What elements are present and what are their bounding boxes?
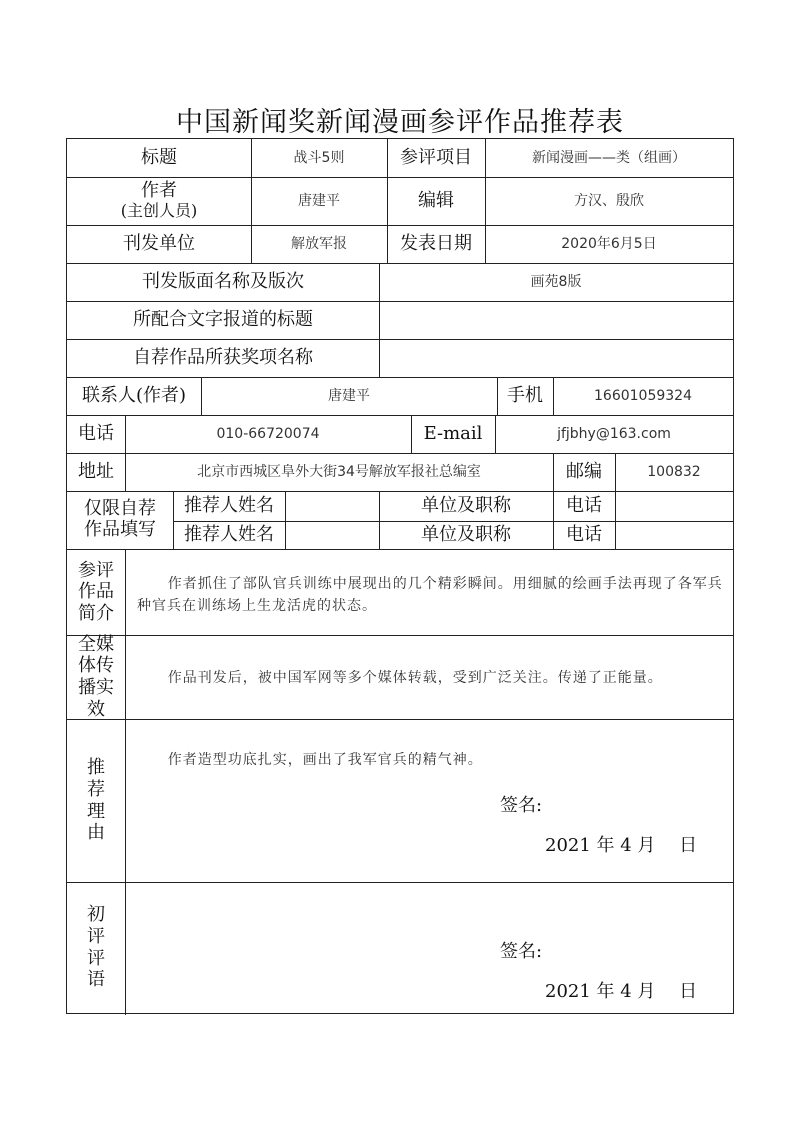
author-value: 唐建平 <box>298 192 340 209</box>
initial-review-label <box>67 882 125 1013</box>
intro-label-line: 简介 <box>78 602 114 624</box>
referrer-phone-label-1: 电话 <box>566 494 602 516</box>
media-effect-label-line: 体传 <box>78 655 114 677</box>
title-value: 战斗5则 <box>293 149 345 166</box>
award-name-value <box>379 339 733 377</box>
recommend-signature-label: 签名: <box>500 795 543 816</box>
contact-label: 联系人(作者) <box>81 384 187 406</box>
page-edition-label: 刊发版面名称及版次 <box>142 270 304 292</box>
review-signature-label: 签名: <box>500 941 543 962</box>
intro-label-line: 参评 <box>78 559 114 581</box>
category-value: 新闻漫画——类（组画） <box>532 149 686 166</box>
page-edition-value: 画苑8版 <box>530 273 582 290</box>
recommendation-form <box>66 138 734 1014</box>
initial-review-label-line: 语 <box>87 969 105 991</box>
unit-title-label-2: 单位及职称 <box>421 523 511 545</box>
email-label: E-mail <box>423 422 483 444</box>
recommend-reason-label-line: 理 <box>87 800 105 822</box>
publish-unit-label: 刊发单位 <box>123 232 195 254</box>
unit-title-label-1: 单位及职称 <box>421 494 511 516</box>
recommend-date: 2021 年 4 月 日 <box>545 835 698 856</box>
recommend-reason-label-line: 推 <box>87 757 105 779</box>
media-effect-label-line: 全媒 <box>78 633 114 655</box>
author-sublabel: (主创人员) <box>120 201 198 221</box>
media-effect-label-line: 效 <box>87 698 105 720</box>
author-label-cell <box>67 177 251 225</box>
category-label: 参评项目 <box>400 146 472 168</box>
page-title: 中国新闻奖新闻漫画参评作品推荐表 <box>176 107 624 138</box>
intro-label-line: 作品 <box>78 581 114 603</box>
review-date: 2021 年 4 月 日 <box>545 981 698 1002</box>
self-recommend-label-line2: 作品填写 <box>84 519 156 540</box>
award-name-label: 自荐作品所获奖项名称 <box>133 346 313 368</box>
intro-label <box>67 549 125 635</box>
intro-text: 作者抓住了部队官兵训练中展现出的几个精彩瞬间。用细腻的绘画手法再现了各军兵种官兵在训练场上生龙活虎的状态。 <box>137 576 723 615</box>
referrer-name-label-1: 推荐人姓名 <box>184 494 274 516</box>
publish-date-label: 发表日期 <box>400 232 472 254</box>
mobile-label: 手机 <box>507 384 543 406</box>
recommend-reason-label-line: 荐 <box>87 778 105 800</box>
phone-value: 010-66720074 <box>216 425 320 442</box>
contact-value: 唐建平 <box>328 387 370 404</box>
initial-review-label-line: 初 <box>87 904 105 926</box>
self-recommend-label <box>67 491 173 549</box>
author-label: 作者 <box>141 180 177 202</box>
zip-value: 100832 <box>647 463 701 480</box>
address-value: 北京市西城区阜外大街34号解放军报社总编室 <box>197 463 481 480</box>
editor-value: 方汉、殷欣 <box>574 192 644 209</box>
recommend-reason-label-line: 由 <box>87 822 105 844</box>
initial-review-label-line: 评 <box>87 947 105 969</box>
zip-label: 邮编 <box>566 460 602 482</box>
media-effect-label-line: 播实 <box>78 677 114 698</box>
media-effect-label <box>67 635 125 719</box>
referrer-phone-label-2: 电话 <box>566 523 602 545</box>
referrer-name-label-2: 推荐人姓名 <box>184 523 274 545</box>
email-value: jfjbhy@163.com <box>557 425 671 442</box>
editor-label: 编辑 <box>418 189 454 211</box>
self-recommend-label-line1: 仅限自荐 <box>84 498 156 520</box>
phone-label: 电话 <box>78 422 114 444</box>
related-report-title-label: 所配合文字报道的标题 <box>133 308 313 330</box>
publish-date-value: 2020年6月5日 <box>561 235 657 252</box>
initial-review-label-line: 评 <box>87 925 105 947</box>
related-report-title-value <box>379 301 733 339</box>
mobile-value: 16601059324 <box>594 387 692 404</box>
recommend-reason-label <box>67 719 125 882</box>
address-label: 地址 <box>78 460 114 482</box>
recommend-reason-text: 作者造型功底扎实，画出了我军官兵的精气神。 <box>167 752 483 768</box>
publish-unit-value: 解放军报 <box>291 235 347 252</box>
title-label: 标题 <box>141 146 177 168</box>
media-effect-text: 作品刊发后，被中国军网等多个媒体转载，受到广泛关注。传递了正能量。 <box>167 670 663 686</box>
